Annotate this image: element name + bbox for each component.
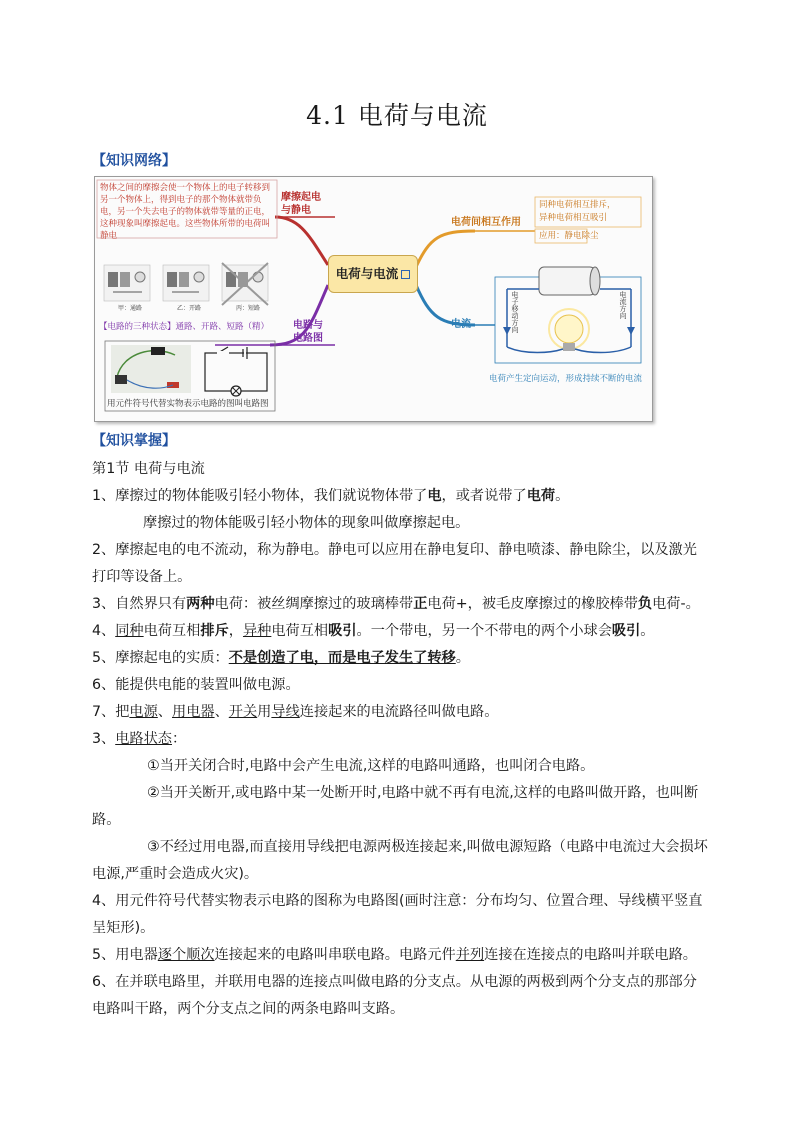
- label-friction: [281, 191, 321, 217]
- chapter-heading: 第1节 电荷与电流: [92, 461, 205, 477]
- caption-pass: 甲：通路: [118, 305, 143, 312]
- para-branch-line2: 电路叫干路，两个分支点之间的两条电路叫支路。: [92, 1001, 405, 1017]
- para-5: 5、摩擦起电的实质：不是创造了电，而是电子发生了转移。: [92, 650, 470, 666]
- caption-short: 丙：短路: [236, 305, 261, 312]
- circuit-states-heading: 3、电路状态：: [92, 731, 187, 747]
- label-friction-line1: 摩擦起电: [281, 192, 321, 203]
- interaction-note-2: 异种电荷相互吸引: [539, 213, 608, 223]
- label-circuit: [293, 319, 323, 345]
- central-node-label: 电荷与电流: [335, 266, 399, 281]
- para-2-line2: 打印等设备上。: [92, 569, 192, 585]
- application-note: 应用：静电除尘: [539, 231, 599, 241]
- para-diagram-line2: 呈矩形)。: [92, 920, 155, 936]
- para-7: 7、把电源、用电器、开关用导线连接起来的电流路径叫做电路。: [92, 704, 499, 720]
- para-1: 1、摩擦过的物体能吸引轻小物体，我们就说物体带了电，或者说带了电荷。: [92, 488, 570, 504]
- diagram-caption: 用元件符号代替实物表示电路的图叫电路图: [107, 399, 269, 409]
- interaction-note-1: 同种电荷相互排斥，: [539, 200, 616, 210]
- para-4: 4、同种电荷互相排斥，异种电荷互相吸引。一个带电，另一个不带电的两个小球会吸引。: [92, 623, 655, 639]
- current-direction-label: 电流方向: [619, 291, 627, 319]
- section-heading-master: 【知识掌握】: [92, 433, 176, 449]
- state-pass: ①当开关闭合时,电路中会产生电流,这样的电路叫通路，也叫闭合电路。: [147, 758, 595, 774]
- caption-open: 乙：开路: [177, 305, 202, 312]
- para-3: 3、自然界只有两种电荷：被丝绸摩擦过的玻璃棒带正电荷+，被毛皮摩擦过的橡胶棒带负电荷-。: [92, 596, 700, 612]
- circuit-photo-pass: [104, 265, 150, 301]
- label-interaction: 电荷间相互作用: [451, 217, 521, 228]
- current-caption: 电荷产生定向运动，形成持续不断的电流: [489, 374, 643, 384]
- circuit-real-photo: [111, 345, 191, 393]
- circuit-photo-open: [163, 265, 209, 301]
- label-circuit-line2: 电路图: [293, 333, 323, 344]
- para-6: 6、能提供电能的装置叫做电源。: [92, 677, 300, 693]
- friction-note: 物体之间的摩擦会使一个物体上的电子转移到另一个物体上，得到电子的那个物体就带负电，另一个失去电子的物体就带等量的正电，这种现象叫摩擦起电。这些物体所带的电荷叫静电: [100, 183, 271, 241]
- para-2-line1: 2、摩擦起电的电不流动，称为静电。静电可以应用在静电复印、静电喷漆、静电除尘，以及激光: [92, 542, 697, 558]
- label-current: 电流: [451, 319, 471, 330]
- para-series-parallel: 5、用电器逐个顺次连接起来的电路叫串联电路。电路元件并列连接在连接点的电路叫并联电路。: [92, 947, 697, 963]
- section-heading-network: 【知识网络】: [92, 153, 176, 169]
- state-open-line2: 路。: [92, 812, 121, 828]
- circuit-schematic: [205, 347, 267, 396]
- para-diagram-line1: 4、用元件符号代替实物表示电路的图称为电路图(画时注意：分布均匀、位置合理、导线横平竖直: [92, 893, 703, 909]
- circuit-photo-short: [222, 263, 268, 305]
- para-1-2: 摩擦过的物体能吸引轻小物体的现象叫做摩擦起电。: [143, 515, 470, 531]
- state-open-line1: ②当开关断开,或电路中某一处断开时,电路中就不再有电流,这样的电路叫做开路，也叫断: [147, 785, 699, 801]
- para-branch-line1: 6、在并联电路里，并联用电器的连接点叫做电路的分支点。从电源的两极到两个分支点的那部分: [92, 974, 697, 990]
- expand-icon: [401, 270, 410, 279]
- label-circuit-line1: 电路与: [293, 320, 323, 331]
- state-short-line1: ③不经过用电器,而直接用导线把电源两极连接起来,叫做电源短路（电路中电流过大会损坏: [147, 839, 708, 855]
- label-friction-line2: 与静电: [281, 205, 311, 216]
- page-title: 4.1 电荷与电流: [306, 101, 488, 130]
- central-node[interactable]: [328, 255, 418, 293]
- state-short-line2: 电源,严重时会造成火灾)。: [92, 866, 259, 882]
- mind-map: [94, 176, 653, 422]
- electron-direction-label: 电子移动方向: [511, 291, 519, 333]
- three-states-note: 【电路的三种状态】通路、开路、短路（精）: [99, 322, 270, 332]
